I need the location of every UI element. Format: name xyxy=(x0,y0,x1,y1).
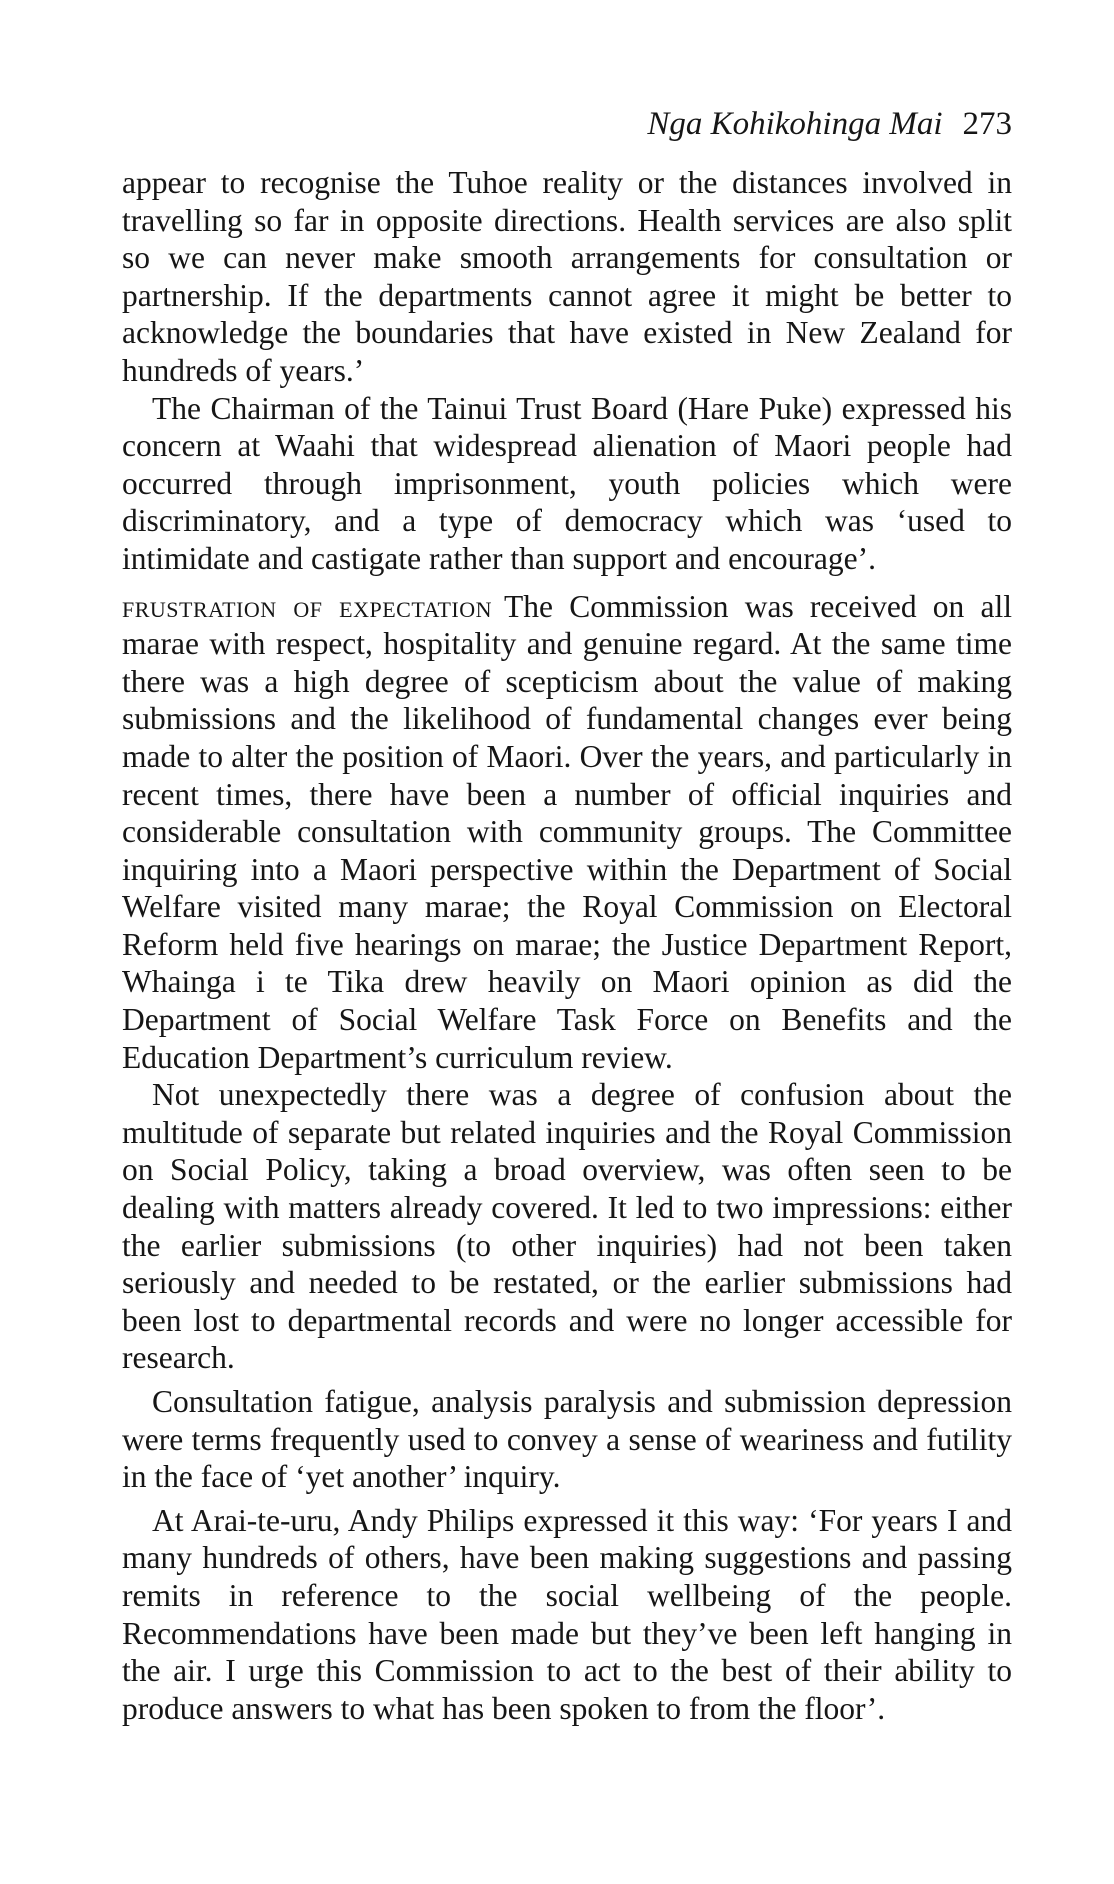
running-head-title: Nga Kohikohinga Mai xyxy=(647,106,943,142)
section-heading: frustration of expectation xyxy=(122,588,493,624)
paragraph-confusion: Not unexpectedly there was a degree of confusion about the multitude of separate but related inquiries and the Royal Commission on Social Policy, taking a broad overview, was often seen to be dealing with matters already covered. It led to two impressions: either the earlier submissions (to other inquiries) had not been taken seriously and needed to be restated, or the earlier submissions had been lost to departmental records and were no longer accessible for research. xyxy=(122,1077,1012,1376)
paragraph-frustration: The Commission was received on all marae with respect, hospitality and genuine regard. At the same time there was a high degree of scepticism about the value of making submissions and the likelihood of fundamental changes ever being made to alter the position of Maori. Over the years, and particularly in recent times, there have been a number of official inquiries and considerable consultation with community groups. The Committee inquiring into a Maori perspective within the Department of Social Welfare visited many marae; the Royal Commission on Electoral Reform held five hearings on marae; the Justice Department Report, Whainga i te Tika drew heavily on Maori opinion as did the Department of Social Welfare Task Force on Benefits and the Education Department’s curriculum review. xyxy=(122,588,1012,1075)
book-page xyxy=(122,104,1012,1727)
paragraph-arai-te-uru: At Arai-te-uru, Andy Philips expressed it this way: ‘For years I and many hundreds of others, have been making suggestions and passing remits in reference to the social wellbeing of the people. Recommendations have been made but they’ve been left hanging in the air. I urge this Commission to act to the best of their ability to produce answers to what has been spoken to from the floor’. xyxy=(122,1502,1012,1726)
page-number: 273 xyxy=(962,106,1012,142)
body-text xyxy=(122,164,1012,1727)
section-paragraph xyxy=(122,588,1012,1077)
paragraph-tainui: The Chairman of the Tainui Trust Board (Hare Puke) expressed his concern at Waahi that widespread alienation of Maori people had occurred through imprisonment, youth policies which were discriminatory, and a type of democracy which was ‘used to intimidate and castigate rather than support and encourage’. xyxy=(122,390,1012,576)
running-head xyxy=(122,104,1012,144)
paragraph-fatigue: Consultation fatigue, analysis paralysis and submission depression were terms frequently used to convey a sense of weariness and futility in the face of ‘yet another’ inquiry. xyxy=(122,1384,1012,1495)
paragraph-continued: appear to recognise the Tuhoe reality or the distances involved in travelling so far in opposite directions. Health services are also split so we can never make smooth arrangements for consultation or partnership. If the departments cannot agree it might be better to acknowledge the boundaries that have existed in New Zealand for hundreds of years.’ xyxy=(122,165,1012,388)
